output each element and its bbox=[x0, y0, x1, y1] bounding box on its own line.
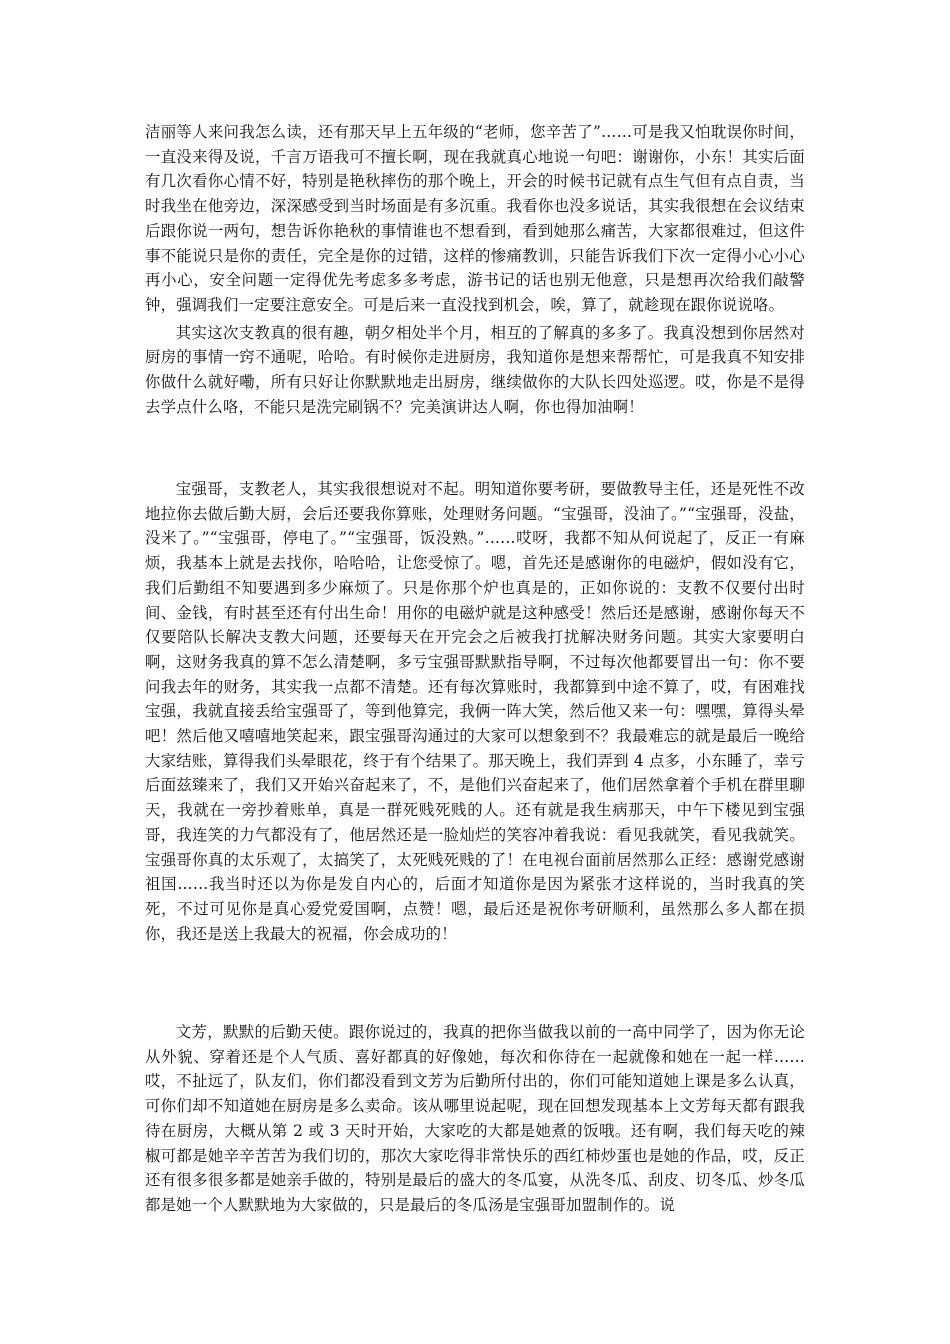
letter-section-xiaodong bbox=[145, 120, 805, 419]
paragraph-xiaodong-thanks: 洁丽等人来问我怎么读，还有那天早上五年级的“老师，您辛苦了”……可是我又怕耽误你时间，一直没来得及说，千言万语我可不擅长啊，现在我就真心地说一句吧：谢谢你，小东！其实后面有几次看你心情不好，特别是艳秋摔伤的那个晚上，开会的时候书记就有点生气但有点自责，当时我坐在他旁边，深深感受到当时场面是有多沉重。我看你也没多说话，其实我很想在会议结束后跟你说一两句，想告诉你艳秋的事情谁也不想看到，看到她那么痛苦，大家都很难过，但这件事不能说只是你的责任，完全是你的过错，这样的惨痛教训，只能告诉我们下次一定得小心小心再小心，安全问题一定得优先考虑多多考虑，游书记的话也别无他意，只是想再次给我们敲警钟，强调我们一定要注意安全。可是后来一直没找到机会，唉，算了，就趁现在跟你说说咯。 bbox=[145, 123, 805, 314]
paragraph-wenfang: 文芳，默默的后勤天使。跟你说过的，我真的把你当做我以前的一高中同学了，因为你无论从外貌、穿着还是个人气质、喜好都真的好像她，每次和你待在一起就像和她在一起一样……哎，不扯远了，队友们，你们都没看到文芳为后勤所付出的，你们可能知道她上课是多么认真，可你们却不知道她在厨房是多么卖命。该从哪里说起呢，现在回想发现基本上文芳每天都有跟我待在厨房，大概从第 2 或 3 天时开始，大家吃的大都是她煮的饭哦。还有啊，我们每天吃的辣椒可都是她辛辛苦苦为我们切的，那次大家吃得非常快乐的西红柿炒蛋也是她的作品，哎，反正还有很多很多都是她亲手做的，特别是最后的盛大的冬瓜宴，从洗冬瓜、刮皮、切冬瓜、炒冬瓜都是她一个人默默地为大家做的，只是最后的冬瓜汤是宝强哥加盟制作的。说 bbox=[145, 1023, 805, 1214]
paragraph-baoqiang: 宝强哥，支教老人，其实我很想说对不起。明知道你要考研，要做教导主任，还是死性不改地拉你去做后勤大厨，会后还要我你算账，处理财务问题。“宝强哥，没油了。”“宝强哥，没盐，没米了。”“宝强哥，停电了。”“宝强哥，饭没熟。”……哎呀，我都不知从何说起了，反正一有麻烦，我基本上就是去找你，哈哈哈，让您受惊了。嗯，首先还是感谢你的电磁炉，假如没有它，我们后勤组不知要遇到多少麻烦了。只是你那个炉也真是的，正如你说的：支教不仅要付出时间、金钱，有时甚至还有付出生命！用你的电磁炉就是这种感受！然后还是感谢，感谢你每天不仅要陪队长解决支教大问题，还要每天在开完会之后被我打扰解决财务问题。其实大家要明白啊，这财务我真的算不怎么清楚啊，多亏宝强哥默默指导啊，不过每次他都要冒出一句：你不要问我去年的财务，其实我一点都不清楚。还有每次算账时，我都算到中途不算了，哎，有困难找宝强，我就直接丢给宝强哥了，等到他算完，我俩一阵大笑，然后他又来一句：嘿嘿，算得头晕吧！然后他又嘻嘻地笑起来，跟宝强哥沟通过的大家可以想象到不？我最难忘的就是最后一晚给大家结账，算得我们头晕眼花，终于有个结果了。那天晚上，我们弄到 4 点多，小东睡了，幸亏后面兹臻来了，我们又开始兴奋起来了，不，是他们兴奋起来了，他们居然拿着个手机在群里聊天，我就在一旁抄着账单，真是一群死贱死贱的人。还有就是我生病那天，中午下楼见到宝强哥，我连笑的力气都没有了，他居然还是一脸灿烂的笑容冲着我说：看见我就笑，看见我就笑。宝强哥你真的太乐观了，太搞笑了，太死贱死贱的了！在电视台面前居然那么正经：感谢党感谢祖国……我当时还以为你是发自内心的，后面才知道你是因为紧张才这样说的，当时我真的笑死，不过可见你是真心爱党爱国啊，点赞！嗯，最后还是祝你考研顺利，虽然那么多人都在损你，我还是送上我最大的祝福，你会成功的！ bbox=[145, 480, 805, 943]
paragraph-xiaodong-kitchen: 其实这次支教真的很有趣，朝夕相处半个月，相互的了解真的多多了。我真没想到你居然对厨房的事情一窍不通呢，哈哈。有时候你走进厨房，我知道你是想来帮帮忙，可是我真不知安排你做什么就好嘞，所有只好让你默默地走出厨房，继续做你的大队长四处巡逻。哎，你是不是得去学点什么咯，不能只是洗完刷锅不？完美演讲达人啊，你也得加油啊！ bbox=[145, 323, 805, 416]
letter-section-wenfang bbox=[145, 1020, 805, 1218]
letter-section-baoqiang bbox=[145, 477, 805, 946]
